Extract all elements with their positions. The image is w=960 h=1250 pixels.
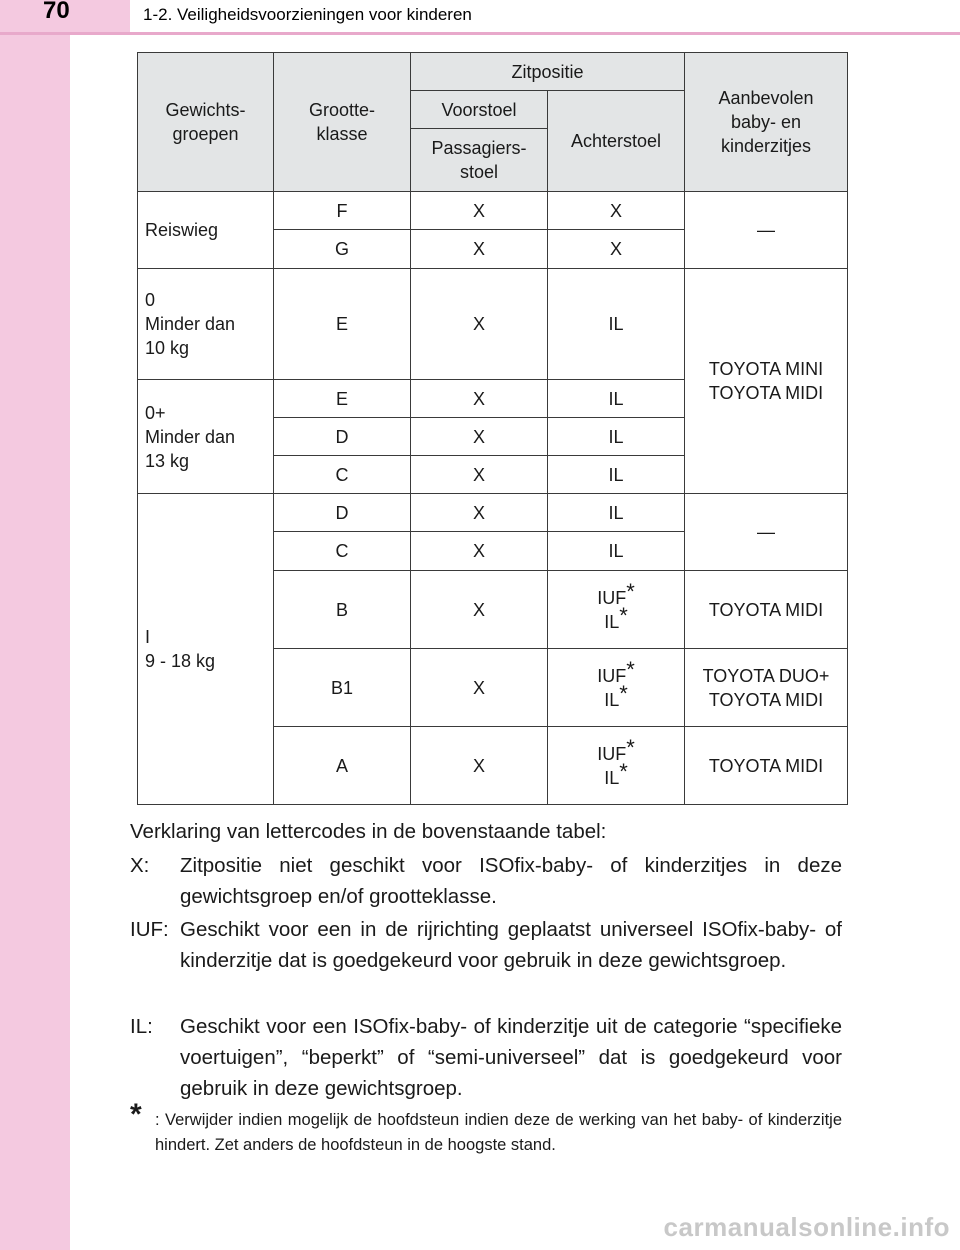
size-cell: E — [274, 269, 411, 380]
rear-code-line: IUF* — [597, 734, 635, 764]
legend-intro: Verklaring van lettercodes in de bovenstaande tabel: — [130, 820, 607, 843]
rear-cell: IL — [548, 532, 685, 571]
recommended-cell: TOYOTA DUO+ TOYOTA MIDI — [685, 649, 848, 727]
front-cell: X — [411, 418, 548, 456]
page-side-tab — [0, 0, 70, 1250]
front-cell: X — [411, 192, 548, 230]
size-cell: D — [274, 494, 411, 532]
rear-cell: IL — [548, 494, 685, 532]
rear-code-line: IL* — [604, 758, 628, 788]
legend-text: Zitpositie niet geschikt voor ISOfix-baby- of kinderzitjes in deze gewichtsgroep en/of grootteklasse. — [180, 854, 842, 908]
rear-cell: IL — [548, 380, 685, 418]
front-cell: X — [411, 649, 548, 727]
header-seat-position: Zitpositie — [411, 53, 685, 91]
header-front-seat: Voorstoel — [411, 91, 548, 129]
front-cell: X — [411, 380, 548, 418]
legend-item — [130, 914, 842, 976]
legend-item — [130, 1011, 842, 1104]
size-cell: G — [274, 230, 411, 269]
size-cell: C — [274, 532, 411, 571]
front-cell: X — [411, 269, 548, 380]
header-divider — [0, 32, 960, 35]
watermark: carmanualsonline.info — [663, 1212, 950, 1242]
size-cell: E — [274, 380, 411, 418]
size-cell: B — [274, 571, 411, 649]
header-weight-group: Gewichts- groepen — [138, 53, 274, 192]
rear-cell: IL — [548, 418, 685, 456]
legend-code: X: — [130, 854, 150, 877]
recommended-cell: TOYOTA MINI TOYOTA MIDI — [685, 269, 848, 494]
header-size-class: Grootte- klasse — [274, 53, 411, 192]
rear-cell: X — [548, 230, 685, 269]
rear-code-line: IL* — [604, 602, 628, 632]
group-name: I 9 - 18 kg — [138, 494, 274, 805]
front-cell: X — [411, 230, 548, 269]
front-cell: X — [411, 494, 548, 532]
group-name: 0 Minder dan 10 kg — [138, 269, 274, 380]
recommended-cell: TOYOTA MIDI — [685, 727, 848, 805]
legend-code: IUF: — [130, 918, 169, 941]
rear-code-line: IUF* — [597, 578, 635, 608]
recommended-cell: TOYOTA MIDI — [685, 571, 848, 649]
section-title: 1-2. Veiligheidsvoorzieningen voor kinderen — [143, 5, 472, 24]
footnote-mark: * — [130, 1098, 142, 1131]
page-number-box — [0, 0, 130, 32]
legend-text: Geschikt voor een in de rijrichting geplaatst universeel ISOfix-baby- of kinderzitje dat is goedgekeurd voor gebruik in deze gewichtsgroep. — [180, 918, 842, 972]
legend-text: Geschikt voor een ISOfix-baby- of kinderzitje uit de categorie “specifieke voertuigen”, “beperkt” of “semi-universeel” dat is goedgekeurd voor gebruik in deze gewichtsgroep. — [180, 1015, 842, 1100]
front-cell: X — [411, 727, 548, 805]
rear-cell — [548, 727, 685, 805]
rear-cell: X — [548, 192, 685, 230]
front-cell: X — [411, 571, 548, 649]
rear-code-line: IUF* — [597, 656, 635, 686]
footnote — [130, 1098, 842, 1158]
header-rear-seat: Achterstoel — [548, 91, 685, 192]
size-cell: C — [274, 456, 411, 494]
size-cell: D — [274, 418, 411, 456]
rear-cell — [548, 571, 685, 649]
header-passenger-seat: Passagiers- stoel — [411, 129, 548, 192]
front-cell: X — [411, 456, 548, 494]
group-name: Reiswieg — [138, 192, 274, 269]
recommended-cell: — — [685, 494, 848, 571]
child-seat-table — [137, 52, 848, 805]
rear-cell — [548, 649, 685, 727]
rear-code-line: IL* — [604, 680, 628, 710]
size-cell: F — [274, 192, 411, 230]
page-number: 70 — [43, 0, 70, 24]
size-cell: A — [274, 727, 411, 805]
group-name: 0+ Minder dan 13 kg — [138, 380, 274, 494]
rear-cell: IL — [548, 269, 685, 380]
recommended-cell: — — [685, 192, 848, 269]
rear-cell: IL — [548, 456, 685, 494]
legend-item — [130, 850, 842, 912]
front-cell: X — [411, 532, 548, 571]
legend-code: IL: — [130, 1015, 153, 1038]
header-recommended: Aanbevolen baby- en kinderzitjes — [685, 53, 848, 192]
footnote-text: : Verwijder indien mogelijk de hoofdsteun indien deze de werking van het baby- of kinderzitje hindert. Zet anders de hoofdsteun in de hoogste stand. — [155, 1111, 842, 1154]
size-cell: B1 — [274, 649, 411, 727]
